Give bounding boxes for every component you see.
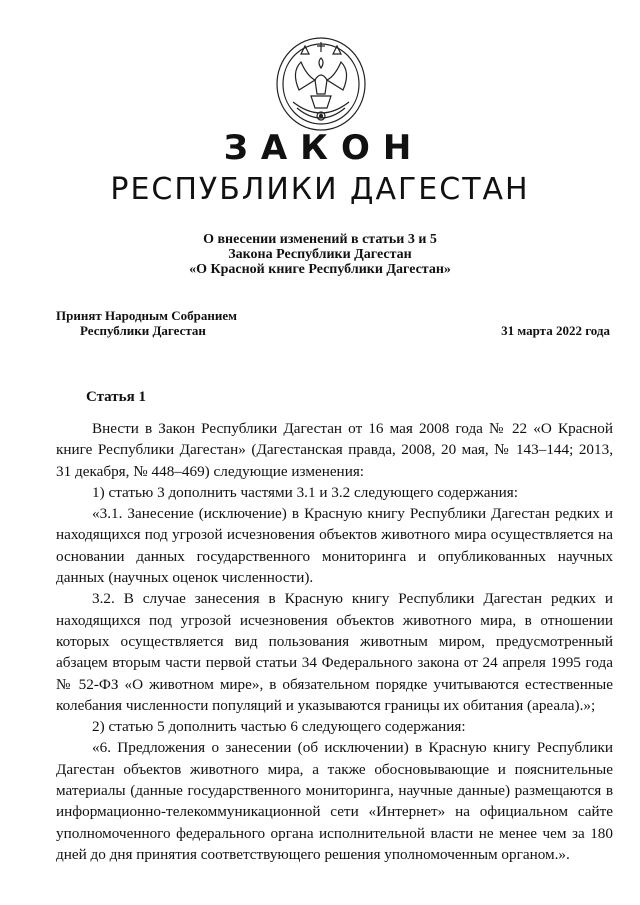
subtitle-line: Закона Республики Дагестан	[228, 247, 412, 262]
subtitle-line: «О Красной книге Республики Дагестан»	[189, 262, 451, 277]
adoption-line-1: Принят Народным Собранием	[56, 308, 238, 323]
article-title: Статья 1	[86, 389, 146, 405]
paragraph: 1) статью 3 дополнить частями 3.1 и 3.2 следующего содержания:	[92, 483, 518, 501]
article-body	[56, 418, 613, 865]
coat-of-arms-emblem	[271, 32, 371, 134]
paragraph: 3.2. В случае занесения в Красную книгу Республики Дагестан редких и находящихся под угрозой исчезновения объектов животного мира, в отношении которых осуществляется вид пользования животным миром, предусмотренный абзацем вторым части первой статьи 34 Федерального закона от 24 апреля 1995 года № 52-ФЗ «О животном мире», в обязательном порядке учитываются естественные колебания численности популяций и указываются границы их обитания (ареала).»;	[56, 590, 613, 714]
law-title: ЗАКОН	[223, 128, 425, 168]
paragraph: 2) статью 5 дополнить частью 6 следующего содержания:	[92, 718, 466, 736]
subtitle-line: О внесении изменений в статьи 3 и 5	[203, 232, 437, 247]
paragraph: «3.1. Занесение (исключение) в Красную книгу Республики Дагестан редких и находящихся под угрозой исчезновения объектов животного мира осуществляется на основании данных государственного мониторинга и опубликованных научных данных (научных оценок численности).	[56, 505, 613, 587]
adoption-line-2: Республики Дагестан	[80, 323, 206, 338]
republic-title: РЕСПУБЛИКИ ДАГЕСТАН	[110, 172, 530, 207]
paragraph: «6. Предложения о занесении (об исключении) в Красную книгу Республики Дагестан объектов животного мира, а также обосновывающие и пояснительные материалы (данные государственного мониторинга, научные данные) размещаются в информационно-телекоммуникационной сети «Интернет» на официальном сайте уполномоченного федерального органа исполнительной власти не менее чем за 180 дней до дня принятия соответствующего решения уполномоченным органом.».	[56, 739, 613, 863]
law-subtitle	[0, 232, 640, 277]
adoption-date: 31 марта 2022 года	[501, 323, 610, 338]
adoption-note	[56, 308, 237, 338]
paragraph: Внести в Закон Республики Дагестан от 16 мая 2008 года № 22 «О Красной книге Республики Дагестан» (Дагестанская правда, 2008, 20 мая, № 143–144; 2013, 31 декабря, № 448–469) следующие изменения:	[56, 420, 613, 480]
